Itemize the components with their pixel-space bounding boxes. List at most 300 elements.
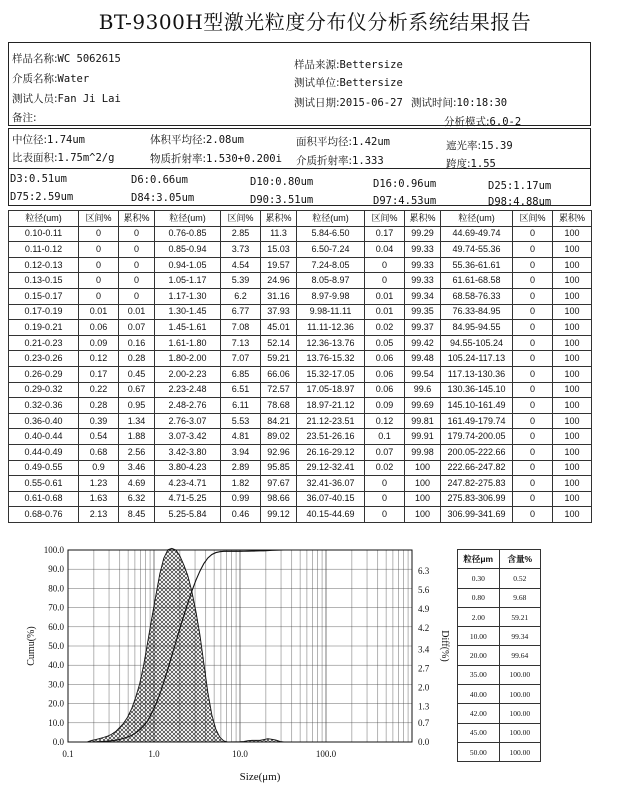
table-header-row [9, 211, 592, 227]
ri-label: 物质折射率: [150, 153, 207, 165]
remark-field [12, 110, 37, 125]
table-cell: 0.55-0.61 [9, 476, 79, 492]
table-cell: 200.05-222.66 [441, 444, 513, 460]
table-cell: 100 [553, 382, 592, 398]
table-cell: 0 [513, 382, 553, 398]
percentile-label: D6: [131, 174, 150, 186]
table-cell: 7.24-8.05 [297, 257, 365, 273]
table-cell: 0.06 [365, 351, 405, 367]
column-header: 粒径(um) [9, 211, 79, 227]
time-value: 10:18:30 [456, 97, 508, 109]
table-cell: 0.17 [365, 226, 405, 242]
summary-cell: 2.00 [458, 607, 500, 626]
table-cell: 2.23-2.48 [155, 382, 221, 398]
table-cell: 68.58-76.33 [441, 288, 513, 304]
y-left-tick: 30.0 [48, 679, 64, 690]
x-tick: 100.0 [315, 749, 337, 759]
y-left-tick: 40.0 [48, 660, 64, 671]
table-cell: 0 [513, 491, 553, 507]
table-cell: 99.12 [261, 507, 297, 523]
table-cell: 145.10-161.49 [441, 398, 513, 414]
table-row [9, 413, 592, 429]
table-cell: 0 [79, 288, 119, 304]
sample-name-label: 样品名称: [12, 53, 58, 65]
table-cell: 0.01 [79, 304, 119, 320]
medium-value: Water [57, 73, 90, 85]
percentile-label: D3: [10, 173, 29, 185]
summary-cell: 99.64 [499, 646, 541, 665]
table-cell: 100 [553, 491, 592, 507]
table-cell: 99.69 [405, 398, 441, 414]
table-cell: 100 [553, 398, 592, 414]
percentile-label: D84: [131, 192, 157, 204]
table-cell: 0.13-0.15 [9, 273, 79, 289]
table-cell: 5.39 [221, 273, 261, 289]
summary-cell: 0.80 [458, 588, 500, 607]
table-cell: 0.1 [365, 429, 405, 445]
percentile-d10 [250, 176, 313, 188]
y-left-axis-label: Cumu(%) [26, 626, 37, 666]
y-left-tick: 100.0 [43, 545, 64, 555]
table-cell: 0.10-0.11 [9, 226, 79, 242]
y-left-tick: 90.0 [48, 564, 64, 575]
time-field [411, 95, 507, 110]
table-cell: 0.46 [221, 507, 261, 523]
table-cell: 0.17-0.19 [9, 304, 79, 320]
percentile-value: 0.51um [28, 173, 67, 185]
percentile-d75 [10, 191, 73, 203]
table-cell: 2.85 [221, 226, 261, 242]
table-cell: 99.37 [405, 320, 441, 336]
percentile-label: D75: [10, 191, 36, 203]
column-header: 粒径(um) [441, 211, 513, 227]
table-cell: 19.57 [261, 257, 297, 273]
table-cell: 0.85-0.94 [155, 242, 221, 258]
table-row [9, 444, 592, 460]
summary-header-content: 含量% [499, 550, 541, 569]
summary-cell: 45.00 [458, 723, 500, 742]
table-cell: 95.85 [261, 460, 297, 476]
table-cell: 78.68 [261, 398, 297, 414]
column-header: 区间% [221, 211, 261, 227]
summary-cell: 100.00 [499, 742, 541, 761]
table-cell: 0 [365, 507, 405, 523]
table-row [9, 507, 592, 523]
table-cell: 117.13-130.36 [441, 366, 513, 382]
table-cell: 100 [553, 429, 592, 445]
ssa-label: 比表面积: [12, 152, 58, 164]
mode-label: 分析模式: [444, 116, 490, 128]
table-cell: 89.02 [261, 429, 297, 445]
table-cell: 0 [513, 335, 553, 351]
chart-labels [26, 545, 450, 783]
table-cell: 99.29 [405, 226, 441, 242]
table-cell: 100 [405, 491, 441, 507]
summary-row [458, 665, 541, 684]
table-cell: 66.06 [261, 366, 297, 382]
table-cell: 99.48 [405, 351, 441, 367]
table-cell: 0.99 [221, 491, 261, 507]
mode-value: 6.0-2 [489, 116, 522, 128]
table-cell: 4.81 [221, 429, 261, 445]
percentile-d16 [373, 178, 436, 190]
table-cell: 59.21 [261, 351, 297, 367]
percentile-value: 3.51um [275, 194, 314, 206]
vol-mean-label: 体积平均径: [150, 134, 207, 146]
median-label: 中位径: [12, 134, 48, 146]
table-cell: 8.05-8.97 [297, 273, 365, 289]
column-header: 累积% [405, 211, 441, 227]
table-cell: 161.49-179.74 [441, 413, 513, 429]
table-cell: 100 [553, 242, 592, 258]
summary-cell: 20.00 [458, 646, 500, 665]
sample-name-value: WC 5062615 [57, 53, 121, 65]
table-cell: 0 [365, 273, 405, 289]
table-cell: 7.07 [221, 351, 261, 367]
y-left-tick: 0.0 [52, 737, 64, 747]
table-cell: 72.57 [261, 382, 297, 398]
table-cell: 3.42-3.80 [155, 444, 221, 460]
diff-area [88, 548, 284, 742]
table-row [9, 460, 592, 476]
column-header: 区间% [513, 211, 553, 227]
table-cell: 36.07-40.15 [297, 491, 365, 507]
span-value: 1.55 [470, 158, 496, 170]
table-body [9, 226, 592, 522]
table-cell: 0 [513, 242, 553, 258]
table-cell: 0 [513, 257, 553, 273]
tester-field [12, 91, 121, 106]
medium-ri-value: 1.333 [352, 155, 384, 167]
table-cell: 3.80-4.23 [155, 460, 221, 476]
chart-grid [68, 550, 412, 742]
table-cell: 0.04 [365, 242, 405, 258]
table-cell: 99.33 [405, 273, 441, 289]
table-cell: 0.09 [79, 335, 119, 351]
table-cell: 4.54 [221, 257, 261, 273]
area-mean-label: 面积平均径: [296, 136, 353, 148]
percentile-value: 4.88um [513, 196, 552, 208]
x-axis-label: Size(μm) [239, 771, 281, 783]
x-tick: 1.0 [148, 749, 160, 759]
table-cell: 0.05 [365, 335, 405, 351]
table-cell: 179.74-200.05 [441, 429, 513, 445]
table-cell: 6.77 [221, 304, 261, 320]
summary-row [458, 742, 541, 761]
table-cell: 0 [513, 366, 553, 382]
table-cell: 100 [553, 476, 592, 492]
y-left-tick: 80.0 [48, 583, 64, 594]
table-cell: 2.89 [221, 460, 261, 476]
table-cell: 84.95-94.55 [441, 320, 513, 336]
table-cell: 0.76-0.85 [155, 226, 221, 242]
table-cell: 6.11 [221, 398, 261, 414]
table-cell: 94.55-105.24 [441, 335, 513, 351]
tester-value: Fan Ji Lai [57, 93, 121, 105]
table-cell: 37.93 [261, 304, 297, 320]
table-cell: 130.36-145.10 [441, 382, 513, 398]
table-cell: 1.63 [79, 491, 119, 507]
table-cell: 0.40-0.44 [9, 429, 79, 445]
percentile-label: D25: [488, 180, 514, 192]
y-right-tick: 2.0 [418, 682, 430, 693]
table-row [9, 288, 592, 304]
percentile-label: D98: [488, 196, 514, 208]
vol-mean-value: 2.08um [206, 134, 244, 146]
remark-label: 备注: [12, 112, 37, 124]
percentile-label: D10: [250, 176, 276, 188]
summary-row [458, 627, 541, 646]
table-cell: 2.00-2.23 [155, 366, 221, 382]
y-left-tick: 70.0 [48, 602, 64, 613]
table-cell: 7.13 [221, 335, 261, 351]
y-right-tick: 1.3 [418, 701, 430, 712]
table-cell: 0 [513, 320, 553, 336]
table-cell: 11.3 [261, 226, 297, 242]
area-mean-field [296, 134, 390, 149]
summary-row [458, 723, 541, 742]
table-cell: 100 [553, 304, 592, 320]
date-label: 测试日期: [294, 97, 340, 109]
table-row [9, 491, 592, 507]
table-cell: 0.44-0.49 [9, 444, 79, 460]
y-right-tick: 6.3 [418, 565, 430, 576]
table-cell: 2.13 [79, 507, 119, 523]
percentile-d90 [250, 194, 313, 206]
table-cell: 3.07-3.42 [155, 429, 221, 445]
obscuration-value: 15.39 [481, 140, 513, 152]
table-cell: 1.23 [79, 476, 119, 492]
stats-divider [8, 168, 591, 169]
table-cell: 99.91 [405, 429, 441, 445]
y-left-tick: 60.0 [48, 621, 64, 632]
table-cell: 5.84-6.50 [297, 226, 365, 242]
y-left-tick: 20.0 [48, 698, 64, 709]
table-cell: 0 [79, 273, 119, 289]
table-cell: 0.22 [79, 382, 119, 398]
table-cell: 100 [405, 476, 441, 492]
summary-cell: 9.68 [499, 588, 541, 607]
summary-cell: 50.00 [458, 742, 500, 761]
table-cell: 45.01 [261, 320, 297, 336]
table-cell: 0 [513, 444, 553, 460]
table-cell: 100 [553, 507, 592, 523]
table-cell: 100 [405, 507, 441, 523]
table-cell: 100 [553, 320, 592, 336]
table-cell: 5.25-5.84 [155, 507, 221, 523]
table-cell: 52.14 [261, 335, 297, 351]
percentile-value: 0.80um [275, 176, 314, 188]
summary-row [458, 704, 541, 723]
table-cell: 6.51 [221, 382, 261, 398]
summary-row [458, 685, 541, 704]
table-cell: 0 [513, 288, 553, 304]
table-cell: 99.35 [405, 304, 441, 320]
percentile-label: D97: [373, 195, 399, 207]
distribution-table [8, 210, 592, 523]
table-cell: 0.02 [365, 460, 405, 476]
table-cell: 0 [513, 429, 553, 445]
y-right-tick: 2.7 [418, 663, 430, 674]
table-cell: 0.16 [119, 335, 155, 351]
table-cell: 11.11-12.36 [297, 320, 365, 336]
table-cell: 15.03 [261, 242, 297, 258]
y-right-tick: 3.4 [418, 644, 430, 655]
table-cell: 4.71-5.25 [155, 491, 221, 507]
column-header: 粒径(um) [155, 211, 221, 227]
table-cell: 1.88 [119, 429, 155, 445]
table-cell: 100 [553, 288, 592, 304]
median-field [12, 132, 85, 147]
table-cell: 32.41-36.07 [297, 476, 365, 492]
table-cell: 0 [119, 226, 155, 242]
table-cell: 29.12-32.41 [297, 460, 365, 476]
table-cell: 0.95 [119, 398, 155, 414]
table-cell: 99.98 [405, 444, 441, 460]
table-cell: 0.23-0.26 [9, 351, 79, 367]
percentile-d3 [10, 173, 67, 185]
table-cell: 0.11-0.12 [9, 242, 79, 258]
table-cell: 100 [553, 351, 592, 367]
summary-cell: 0.52 [499, 569, 541, 588]
table-row [9, 242, 592, 258]
table-cell: 0.28 [119, 351, 155, 367]
table-cell: 0 [119, 257, 155, 273]
table-row [9, 273, 592, 289]
medium-field [12, 71, 89, 86]
table-cell: 0 [513, 351, 553, 367]
column-header: 累积% [261, 211, 297, 227]
table-cell: 100 [553, 335, 592, 351]
unit-label: 测试单位: [294, 77, 340, 89]
table-cell: 0.45 [119, 366, 155, 382]
table-cell: 0.94-1.05 [155, 257, 221, 273]
table-cell: 306.99-341.69 [441, 507, 513, 523]
percentile-value: 0.66um [149, 174, 188, 186]
table-cell: 2.48-2.76 [155, 398, 221, 414]
unit-value: Bettersize [339, 77, 403, 89]
medium-label: 介质名称: [12, 73, 58, 85]
table-cell: 4.69 [119, 476, 155, 492]
table-cell: 0.39 [79, 413, 119, 429]
table-cell: 1.34 [119, 413, 155, 429]
summary-row [458, 607, 541, 626]
table-cell: 0 [79, 242, 119, 258]
table-cell: 0.01 [119, 304, 155, 320]
ssa-value: 1.75m^2/g [57, 152, 115, 164]
table-row [9, 366, 592, 382]
x-tick: 10.0 [232, 749, 248, 759]
percentile-label: D90: [250, 194, 276, 206]
table-cell: 0 [513, 476, 553, 492]
table-cell: 31.16 [261, 288, 297, 304]
percentile-label: D16: [373, 178, 399, 190]
summary-cell: 100.00 [499, 723, 541, 742]
table-cell: 0 [513, 273, 553, 289]
table-cell: 1.17-1.30 [155, 288, 221, 304]
table-cell: 44.69-49.74 [441, 226, 513, 242]
table-cell: 49.74-55.36 [441, 242, 513, 258]
table-cell: 99.42 [405, 335, 441, 351]
percentile-d84 [131, 192, 194, 204]
table-cell: 0.68 [79, 444, 119, 460]
table-cell: 0.15-0.17 [9, 288, 79, 304]
table-cell: 3.46 [119, 460, 155, 476]
table-row [9, 382, 592, 398]
table-cell: 26.16-29.12 [297, 444, 365, 460]
table-cell: 2.76-3.07 [155, 413, 221, 429]
table-cell: 21.12-23.51 [297, 413, 365, 429]
table-cell: 6.32 [119, 491, 155, 507]
table-row [9, 335, 592, 351]
table-cell: 1.82 [221, 476, 261, 492]
y-right-tick: 0.0 [418, 737, 430, 747]
table-cell: 0.28 [79, 398, 119, 414]
table-cell: 1.45-1.61 [155, 320, 221, 336]
percentile-d6 [131, 174, 188, 186]
table-cell: 0.07 [365, 444, 405, 460]
table-cell: 0 [513, 304, 553, 320]
table-cell: 0.29-0.32 [9, 382, 79, 398]
y-right-axis-label: Diff(%) [439, 630, 450, 662]
mode-field [444, 114, 521, 129]
summary-row [458, 646, 541, 665]
summary-cell: 40.00 [458, 685, 500, 704]
summary-cell: 59.21 [499, 607, 541, 626]
medium-ri-label: 介质折射率: [296, 155, 353, 167]
table-cell: 0.21-0.23 [9, 335, 79, 351]
table-cell: 18.97-21.12 [297, 398, 365, 414]
summary-cell: 100.00 [499, 665, 541, 684]
y-left-tick: 10.0 [48, 717, 64, 728]
table-cell: 0 [365, 491, 405, 507]
table-cell: 0.12 [365, 413, 405, 429]
table-cell: 99.33 [405, 242, 441, 258]
table-cell: 17.05-18.97 [297, 382, 365, 398]
unit-field [294, 75, 403, 90]
y-right-tick: 0.7 [418, 717, 430, 728]
table-row [9, 320, 592, 336]
table-cell: 0.36-0.40 [9, 413, 79, 429]
table-cell: 0 [365, 476, 405, 492]
table-cell: 6.85 [221, 366, 261, 382]
percentile-d98 [488, 196, 551, 208]
table-cell: 99.6 [405, 382, 441, 398]
table-cell: 99.34 [405, 288, 441, 304]
table-cell: 99.33 [405, 257, 441, 273]
table-cell: 97.67 [261, 476, 297, 492]
table-cell: 15.32-17.05 [297, 366, 365, 382]
table-cell: 0.12 [79, 351, 119, 367]
column-header: 区间% [79, 211, 119, 227]
table-cell: 100 [553, 226, 592, 242]
table-cell: 0 [119, 273, 155, 289]
table-cell: 0 [119, 242, 155, 258]
summary-cell: 0.30 [458, 569, 500, 588]
table-cell: 0.02 [365, 320, 405, 336]
table-cell: 23.51-26.16 [297, 429, 365, 445]
y-right-tick: 4.9 [418, 603, 430, 614]
percentile-value: 3.05um [156, 192, 195, 204]
table-cell: 100 [553, 413, 592, 429]
date-field [294, 95, 403, 110]
table-cell: 8.97-9.98 [297, 288, 365, 304]
table-cell: 0.12-0.13 [9, 257, 79, 273]
table-cell: 0 [513, 413, 553, 429]
sample-name-field [12, 51, 121, 66]
percentile-d25 [488, 180, 551, 192]
obscuration-field [446, 138, 513, 153]
